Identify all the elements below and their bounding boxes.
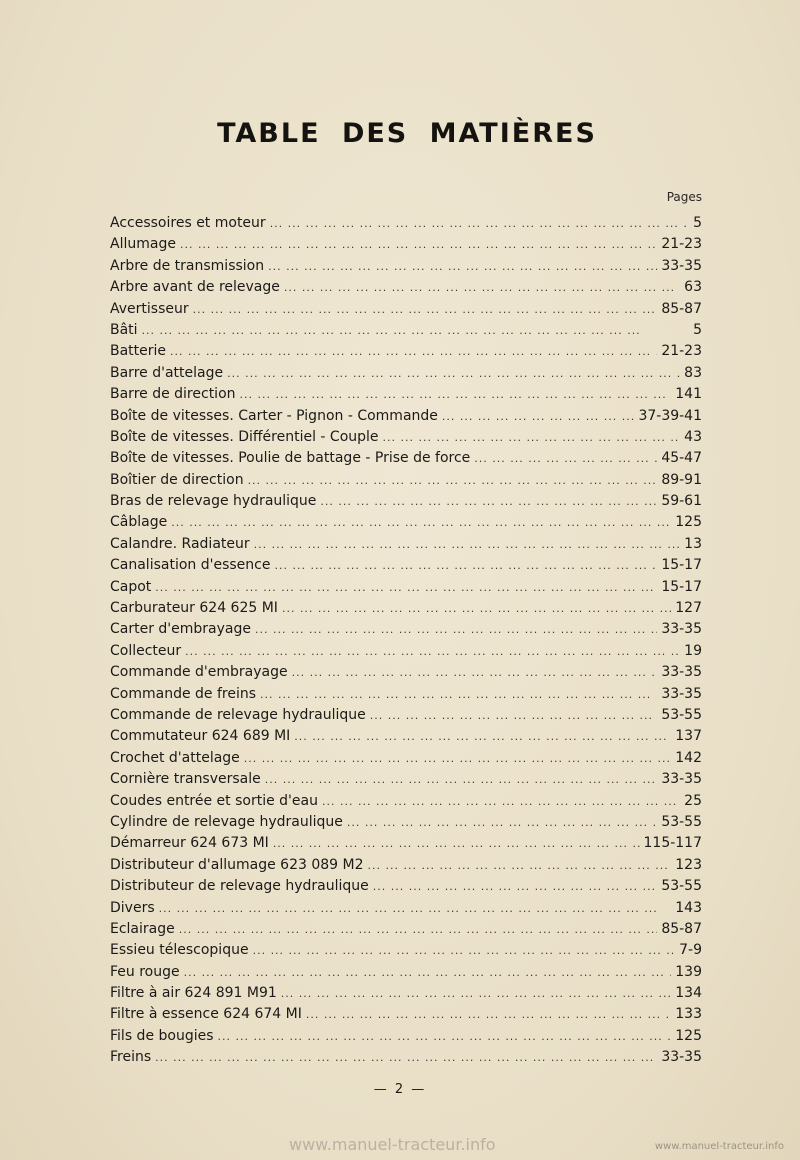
toc-entry-page: 53-55 [661,878,702,895]
toc-entry-page: 85-87 [661,300,702,317]
dot-leader [142,320,690,341]
toc-entry-page: 53-55 [661,706,702,723]
toc-entry [110,812,702,833]
toc-entry [110,363,702,384]
toc-entry [110,384,702,405]
toc-entry-label: Canalisation d'essence [110,557,271,574]
toc-entry-page: 33-35 [661,1049,702,1066]
toc-entry [110,705,702,726]
toc-entry [110,427,702,448]
toc-entry-label: Barre d'attelage [110,364,224,381]
dot-leader [254,534,681,555]
toc-entry-page: 15-17 [661,557,702,574]
toc-entry-page: 43 [684,428,702,445]
toc-entry-page: 59-61 [661,493,702,510]
toc-entry-label: Filtre à essence 624 674 MI [110,1006,302,1023]
dot-leader [159,898,672,919]
toc-entry-page: 85-87 [661,920,702,937]
toc-entry-page: 33-35 [661,685,702,702]
toc-entry [110,684,702,705]
toc-entry [110,406,702,427]
toc-entry-page: 139 [675,963,702,980]
dot-leader [373,876,658,897]
toc-entry-page: 125 [675,1027,702,1044]
toc-entry-page: 5 [693,321,702,338]
toc-entry-label: Accessoires et moteur [110,215,266,231]
toc-entry-page: 53-55 [661,813,702,830]
toc-entry-label: Capot [110,578,152,595]
toc-entry [110,320,702,341]
toc-entry [110,234,702,255]
page-number: — 2 — [373,1082,427,1097]
toc-entry [110,448,702,469]
toc-entry-label: Arbre de transmission [110,257,265,274]
toc-entry-page: 137 [675,728,702,745]
toc-entry-label: Boîtier de direction [110,471,244,488]
toc-entry-label: Arbre avant de relevage [110,279,280,296]
toc-entry [110,1026,702,1047]
dot-leader [281,983,672,1004]
toc-entry [110,641,702,662]
toc-entry [110,213,702,234]
dot-leader [442,406,635,427]
toc-entry [110,619,702,640]
dot-leader [255,619,657,640]
toc-entry-page: 123 [675,856,702,873]
toc-entry-label: Carburateur 624 625 MI [110,600,278,617]
toc-entry-label: Coudes entrée et sortie d'eau [110,792,318,809]
toc-entry [110,256,702,277]
page-title: TABLE DES MATIÈRES [217,118,597,149]
toc-entry [110,470,702,491]
toc-entry [110,491,702,512]
table-of-contents [110,213,702,1069]
toc-entry-label: Filtre à air 624 891 M91 [110,985,277,1002]
toc-entry [110,555,702,576]
dot-leader [368,855,672,876]
dot-leader [193,299,658,320]
toc-entry-page: 33-35 [661,621,702,638]
dot-leader [227,363,680,384]
dot-leader [347,812,657,833]
dot-leader [292,662,658,683]
toc-entry-page: 141 [675,386,702,403]
toc-entry-label: Bras de relevage hydraulique [110,493,317,510]
toc-entry-label: Bâti [110,321,138,338]
toc-entry [110,662,702,683]
toc-entry [110,748,702,769]
toc-entry-label: Démarreur 624 673 MI [110,835,269,852]
dot-leader [170,341,657,362]
toc-entry [110,919,702,940]
toc-entry [110,726,702,747]
dot-leader [306,1004,671,1025]
dot-leader [320,491,657,512]
dot-leader [294,726,671,747]
toc-entry-page: 37-39-41 [638,407,702,424]
toc-entry [110,791,702,812]
dot-leader [185,641,680,662]
toc-entry-page: 21-23 [661,343,702,360]
toc-entry [110,898,702,919]
toc-entry-page: 89-91 [661,471,702,488]
toc-entry-label: Eclairage [110,920,175,937]
toc-entry-page: 5 [693,215,702,231]
toc-entry-label: Feu rouge [110,963,180,980]
toc-entry-page: 19 [684,642,702,659]
toc-entry-page: 63 [684,279,702,296]
watermark-small: www.manuel-tracteur.info [654,1141,784,1152]
toc-entry [110,512,702,533]
dot-leader [270,213,689,234]
toc-entry-label: Fils de bougies [110,1027,214,1044]
toc-entry-page: 115-117 [643,835,702,852]
toc-entry [110,962,702,983]
toc-entry [110,983,702,1004]
toc-entry-label: Câblage [110,514,168,531]
dot-leader [184,962,672,983]
toc-entry [110,1047,702,1068]
dot-leader [171,512,671,533]
toc-entry-page: 15-17 [661,578,702,595]
toc-entry-page: 33-35 [661,257,702,274]
toc-entry [110,598,702,619]
toc-entry [110,769,702,790]
dot-leader [265,769,658,790]
toc-entry-label: Collecteur [110,642,182,659]
dot-leader [474,448,657,469]
toc-entry [110,341,702,362]
dot-leader [282,598,671,619]
toc-entry-label: Commande de freins [110,685,257,702]
toc-entry-label: Boîte de vitesses. Poulie de battage - Prise de force [110,450,471,467]
dot-leader [218,1026,672,1047]
toc-entry-page: 127 [675,600,702,617]
toc-entry-label: Avertisseur [110,300,189,317]
dot-leader [284,277,680,298]
dot-leader [260,684,657,705]
toc-entry-label: Batterie [110,343,167,360]
toc-entry [110,1004,702,1025]
toc-entry-label: Commutateur 624 689 MI [110,728,291,745]
toc-entry [110,299,702,320]
toc-entry [110,577,702,598]
toc-entry-label: Barre de direction [110,386,236,403]
toc-entry-label: Distributeur de relevage hydraulique [110,878,369,895]
pages-column-header: Pages [666,190,702,204]
toc-entry [110,940,702,961]
dot-leader [383,427,681,448]
toc-entry-label: Carter d'embrayage [110,621,251,638]
toc-entry-page: 21-23 [661,236,702,253]
toc-entry-label: Essieu télescopique [110,942,249,959]
toc-entry-page: 134 [675,985,702,1002]
toc-entry-label: Cornière transversale [110,771,261,788]
toc-entry-page: 133 [675,1006,702,1023]
toc-entry [110,534,702,555]
dot-leader [155,1047,657,1068]
dot-leader [253,940,676,961]
dot-leader [322,791,680,812]
dot-leader [248,470,658,491]
toc-entry-label: Commande de relevage hydraulique [110,706,366,723]
toc-entry-page: 125 [675,514,702,531]
dot-leader [244,748,671,769]
toc-entry-label: Commande d'embrayage [110,664,288,681]
toc-entry-page: 83 [684,364,702,381]
dot-leader [240,384,672,405]
toc-entry-page: 7-9 [679,942,702,959]
toc-entry [110,876,702,897]
toc-entry-page: 142 [675,749,702,766]
dot-leader [274,555,657,576]
toc-entry [110,277,702,298]
toc-entry-label: Crochet d'attelage [110,749,240,766]
dot-leader [273,833,640,854]
toc-entry-page: 143 [675,899,702,916]
dot-leader [268,256,657,277]
toc-entry-page: 25 [684,792,702,809]
toc-entry [110,855,702,876]
toc-entry-label: Distributeur d'allumage 623 089 M2 [110,856,364,873]
toc-entry-page: 45-47 [661,450,702,467]
toc-entry-label: Calandre. Radiateur [110,535,250,552]
toc-entry-label: Boîte de vitesses. Différentiel - Couple [110,428,379,445]
toc-entry-page: 33-35 [661,771,702,788]
dot-leader [370,705,658,726]
dot-leader [179,919,658,940]
toc-entry-page: 13 [684,535,702,552]
toc-entry-label: Divers [110,899,155,916]
toc-entry [110,833,702,854]
toc-entry-label: Allumage [110,236,176,253]
watermark: www.manuel-tracteur.info [289,1135,496,1154]
toc-entry-label: Boîte de vitesses. Carter - Pignon - Commande [110,407,438,424]
dot-leader [155,577,657,598]
toc-entry-label: Cylindre de relevage hydraulique [110,813,343,830]
dot-leader [180,234,657,255]
toc-entry-label: Freins [110,1049,152,1066]
toc-entry-page: 33-35 [661,664,702,681]
